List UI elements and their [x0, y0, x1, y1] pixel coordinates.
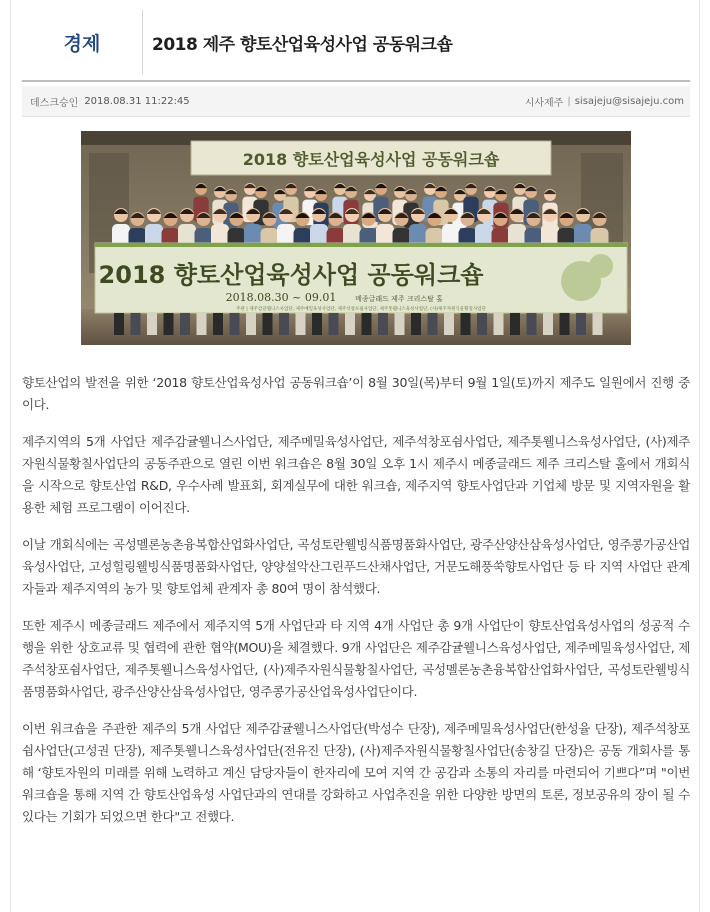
person-legs — [180, 313, 190, 335]
person-legs — [378, 313, 388, 335]
paragraph-3: 이날 개회식에는 곡성멜론농촌융복합산업화사업단, 곡성토란웰빙식품명품화사업단, 광주산양산삼육성사업단, 영주콩가공산업육성사업단, 고성힐링웰빙식품명품화사업단, 양양설악산그린푸드산채사업단, 거문도해풍쑥향토사업단 등 타 지역 사업단 관계자들과 제주지역의 농가 및 향토업체 관계자 총 80여 명이 참석했다. — [22, 537, 690, 596]
person-legs — [411, 313, 421, 335]
paragraph-4: 또한 제주시 메종글래드 제주에서 제주지역 5개 사업단과 타 지역 4개 사업단 총 9개 사업단이 향토산업육성사업의 성공적 수행을 위한 상호교류 및 협력에 관한 협약(MOU)을 체결했다. 9개 사업단은 제주감귤웰니스육성사업단, 제주메밀육성사업단, 제주석창포쉼사업단, 제주톳웰니스육성사업단, (사)제주자원식물황칠사업단, 곡성멜론농촌융복합산업화사업단, 곡성토란웰빙식품명품화사업단, 광주산양산삼육성사업단, 영주콩가공산업육성사업단이다. — [22, 618, 690, 699]
person-legs — [263, 313, 273, 335]
person-legs — [560, 313, 570, 335]
person-legs — [527, 313, 537, 335]
person-legs — [428, 313, 438, 335]
person-legs — [444, 313, 454, 335]
back-banner-text: 2018 향토산업육성사업 공동워크숍 — [242, 150, 500, 169]
person-legs — [147, 313, 157, 335]
person-legs — [510, 313, 520, 335]
paragraph-2: 제주지역의 5개 사업단 제주감귤웰니스사업단, 제주메밀육성사업단, 제주석창포쉼사업단, 제주톳웰니스육성사업단, (사)제주자원식물황칠사업단의 공동주관으로 열린 이번 워크숍은 8월 30일 오후 1시 제주시 메종글래드 제주 크리스탈 홀에서 개회식을 시작으로 향토산업 R&D, 우수사례 발표회, 회계실무에 대한 워크숍, 제주지역 향토사업단과 기업체 방문 및 지역자원을 활용한 체험 프로그램이 이어진다. — [22, 434, 690, 515]
person-legs — [345, 313, 355, 335]
paragraph-1: 향토산업의 발전을 위한 ‘2018 향토산업육성사업 공동워크숍’이 8월 30일(목)부터 9월 1일(토)까지 제주도 일원에서 진행 중이다. — [22, 375, 690, 412]
front-banner-hosts: 주관 | 제주감귤웰니스사업단, 제주메밀육성사업단, 제주석창포쉼사업단, 제주톳웰니스육성사업단, (사)제주자원식물황칠사업단 — [236, 307, 486, 312]
header-divider — [142, 10, 143, 74]
person-legs — [593, 313, 603, 335]
approval-datetime: 2018.08.31 11:22:45 — [84, 95, 190, 107]
paragraph-5: 이번 워크숍을 주관한 제주의 5개 사업단 제주감귤웰니스사업단(박성수 단장), 제주메밀육성사업단(한성율 단장), 제주석창포쉼사업단(고성권 단장), 제주톳웰니스육성사업단(전유진 단장), (사)제주자원식물황칠사업단(송창길 단장)은 공동 개회사를 통해 ‘향토자원의 미래를 위해 노력하고 계신 담당자들이 한자리에 모여 지역 간 공감과 소통의 자리를 마련되어 기쁘다”며 "이번 워크숍을 통해 지역 간 향토산업육성 사업단과의 연대를 강화하고 사업추진을 위한 다양한 방면의 토론, 정보공유의 장이 될 수 있다는 기회가 되었으면 한다"고 전했다. — [22, 721, 690, 824]
meta-right — [525, 86, 684, 116]
category-label[interactable]: 경제 — [63, 32, 101, 55]
front-banner-date: 2018.08.30 ~ 09.01 — [225, 291, 337, 304]
article-body — [22, 372, 690, 843]
person-legs — [131, 313, 141, 335]
front-banner-title: 2018 향토산업육성사업 공동워크숍 — [98, 261, 484, 289]
person-legs — [197, 313, 207, 335]
person-legs — [329, 313, 339, 335]
article-meta-bar — [22, 86, 690, 117]
person-legs — [312, 313, 322, 335]
person-legs — [279, 313, 289, 335]
reporter-email[interactable]: sisajeju@sisajeju.com — [574, 95, 684, 107]
article-header — [22, 10, 690, 74]
meta-left — [30, 86, 190, 116]
article-photo[interactable] — [81, 131, 631, 345]
person-legs — [362, 313, 372, 335]
frame-left-border — [10, 0, 11, 912]
front-banner-venue: 메종글래드 제주 크리스탈 홀 — [355, 295, 443, 303]
front-banner-stripe — [95, 243, 627, 247]
person-legs — [576, 313, 586, 335]
person-legs — [494, 313, 504, 335]
person-legs — [114, 313, 124, 335]
person-legs — [477, 313, 487, 335]
person-legs — [461, 313, 471, 335]
person-legs — [246, 313, 256, 335]
approval-label: 데스크승인 — [30, 97, 79, 109]
frame-right-border — [699, 0, 700, 912]
person-legs — [543, 313, 553, 335]
source-name: 시사제주 — [524, 97, 564, 109]
meta-separator: | — [567, 95, 571, 107]
person-legs — [395, 313, 405, 335]
group-photo-svg — [81, 131, 631, 345]
person-legs — [213, 313, 223, 335]
person-legs — [164, 313, 174, 335]
header-rule — [22, 80, 690, 82]
person-legs — [296, 313, 306, 335]
person-legs — [230, 313, 240, 335]
article-title: 2018 제주 향토산업육성사업 공동워크숍 — [152, 34, 453, 55]
